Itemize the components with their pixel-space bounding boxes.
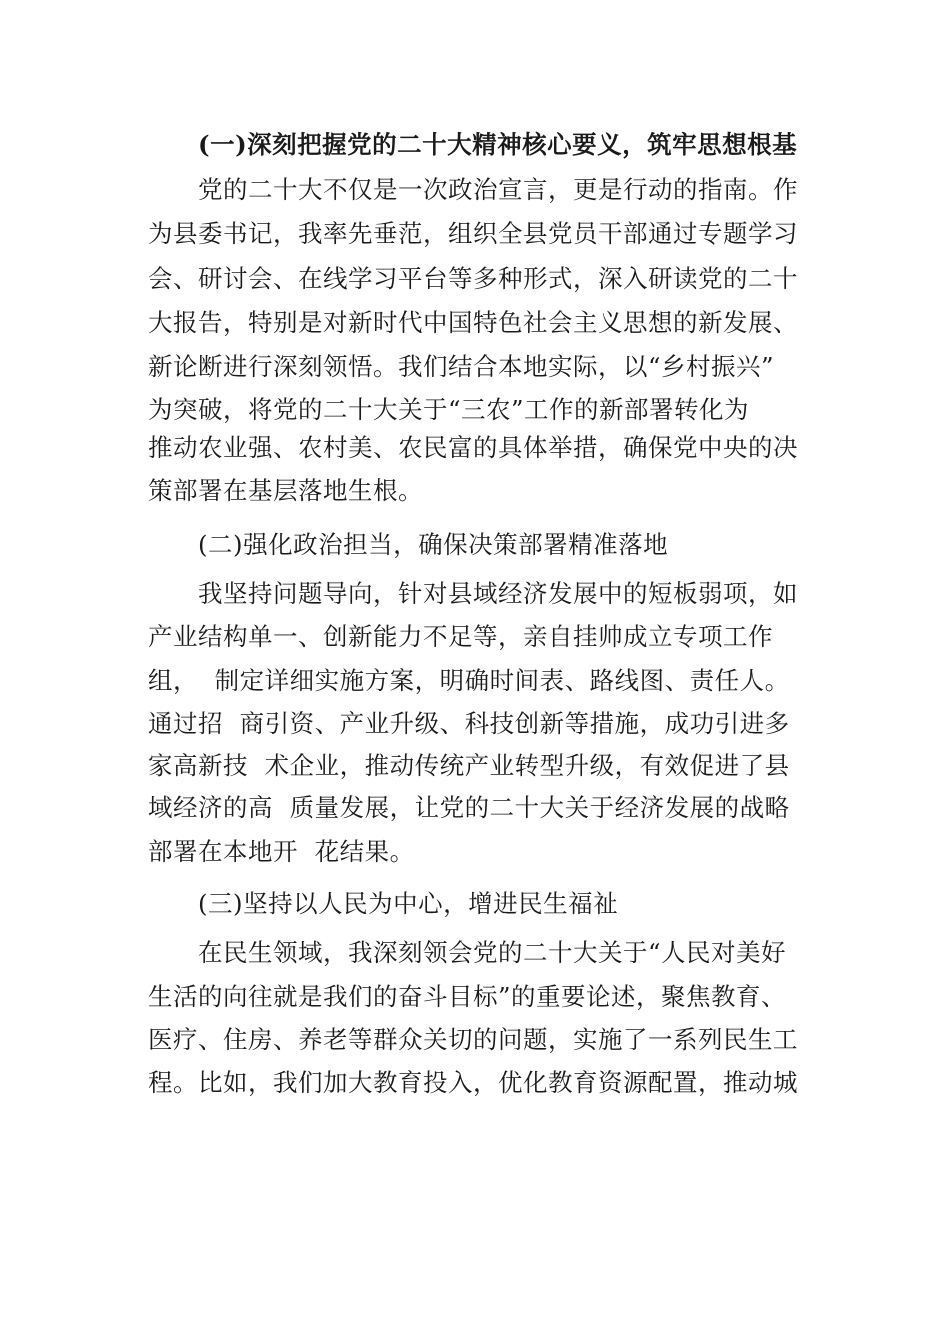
text-line: 为县委书记，我率先垂范，组织全县党员干部通过专题学习 xyxy=(148,219,798,248)
section-heading-1: (一)深刻把握党的二十大精神核心要义，筑牢思想根基 xyxy=(198,130,798,159)
text-line: 生活的向往就是我们的奋斗目标”的重要论述，聚焦教育、 xyxy=(148,982,787,1011)
text-line: 会、研讨会、在线学习平台等多种形式，深入研读党的二十 xyxy=(148,264,798,293)
text-line: 程。比如，我们加大教育投入，优化教育资源配置，推动城 xyxy=(148,1068,798,1097)
section-heading-2: (二)强化政治担当，确保决策部署精准落地 xyxy=(198,530,669,559)
text-line: 医疗、住房、养老等群众关切的问题，实施了一系列民生工 xyxy=(148,1025,798,1054)
text-line: 大报告，特别是对新时代中国特色社会主义思想的新发展、 xyxy=(148,308,798,337)
text-line: 党的二十大不仅是一次政治宣言，更是行动的指南。作 xyxy=(198,175,798,204)
text-line: 家高新技 术企业，推动传统产业转型升级，有效促进了县 xyxy=(148,751,790,780)
text-line: 组， 制定详细实施方案，明确时间表、路线图、责任人。 xyxy=(148,666,790,695)
text-line: 新论断进行深刻领悟。我们结合本地实际，以“乡村振兴” xyxy=(148,352,775,381)
text-line: 策部署在基层落地生根。 xyxy=(148,476,423,505)
text-line: 部署在本地开 花结果。 xyxy=(148,837,415,866)
text-line: 我坚持问题导向，针对县域经济发展中的短板弱项，如 xyxy=(198,579,798,608)
section-heading-3: (三)坚持以人民为中心，增进民生福祉 xyxy=(198,889,619,918)
text-line: 产业结构单一、创新能力不足等，亲自挂帅成立专项工作 xyxy=(148,622,773,651)
text-line: 在民生领域，我深刻领会党的二十大关于“人民对美好 xyxy=(198,938,787,967)
text-line: 推动农业强、农村美、农民富的具体举措，确保党中央的决 xyxy=(148,433,798,462)
text-line: 域经济的高 质量发展，让党的二十大关于经济发展的战略 xyxy=(148,793,790,822)
text-line: 为突破，将党的二十大关于“三农”工作的新部署转化为 xyxy=(148,395,750,424)
text-line: 通过招 商引资、产业升级、科技创新等措施，成功引进多 xyxy=(148,709,790,738)
